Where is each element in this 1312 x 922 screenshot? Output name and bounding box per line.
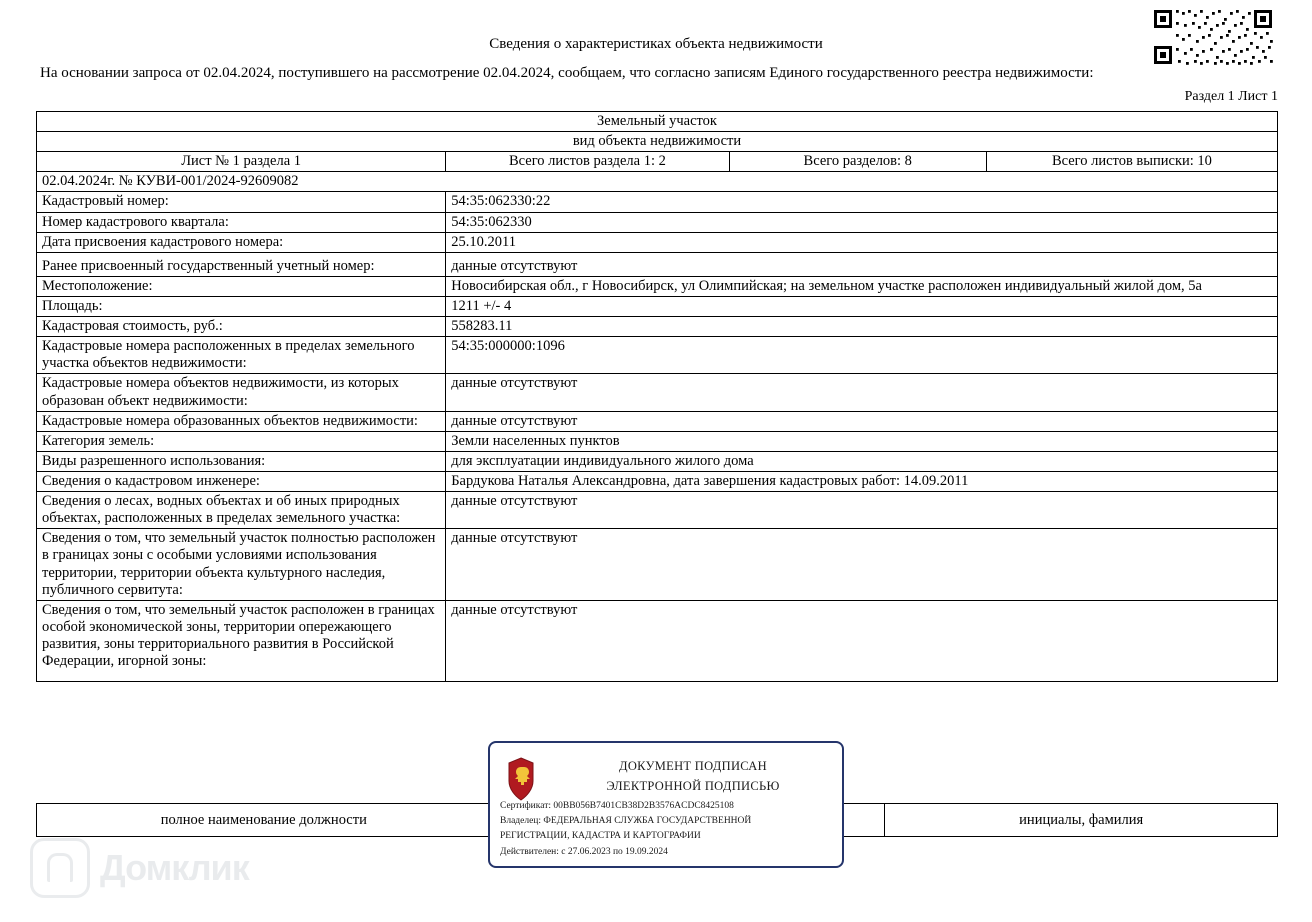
row-label: Сведения о лесах, водных объектах и об иных природных объектах, расположенных в пределах земельного участка: bbox=[37, 492, 446, 529]
row-value: данные отсутствуют bbox=[446, 529, 1278, 600]
row-label: Площадь: bbox=[37, 296, 446, 316]
table-row bbox=[37, 212, 1278, 232]
house-icon bbox=[30, 838, 90, 898]
row-label: Сведения о том, что земельный участок полностью расположен в границах зоны с особыми условиями использования территории, территории объекта культурного наследия, публичного сервитута: bbox=[37, 529, 446, 600]
row-label: Кадастровые номера расположенных в пределах земельного участка объектов недвижимости: bbox=[37, 337, 446, 374]
row-value: 1211 +/- 4 bbox=[446, 296, 1278, 316]
table-row bbox=[37, 337, 1278, 374]
document-number: 02.04.2024г. № КУВИ-001/2024-92609082 bbox=[37, 172, 1278, 192]
table-row bbox=[37, 296, 1278, 316]
table-row bbox=[37, 232, 1278, 252]
table-row bbox=[37, 471, 1278, 491]
row-value: Земли населенных пунктов bbox=[446, 431, 1278, 451]
row-label: Кадастровые номера объектов недвижимости, из которых образован объект недвижимости: bbox=[37, 374, 446, 411]
stamp-title-line-1: ДОКУМЕНТ ПОДПИСАН bbox=[619, 759, 767, 773]
object-type-value: Земельный участок bbox=[37, 112, 1278, 132]
watermark-logo bbox=[30, 838, 249, 898]
row-value: данные отсутствуют bbox=[446, 492, 1278, 529]
table-row bbox=[37, 451, 1278, 471]
row-value: данные отсутствуют bbox=[446, 600, 1278, 681]
row-value: Бардукова Наталья Александровна, дата завершения кадастровых работ: 14.09.2011 bbox=[446, 471, 1278, 491]
stamp-owner-line-2: РЕГИСТРАЦИИ, КАДАСТРА И КАРТОГРАФИИ bbox=[500, 831, 701, 841]
table-row bbox=[37, 317, 1278, 337]
row-label: Сведения о том, что земельный участок расположен в границах особой экономической зоны, территории опережающего развития, зоны территориального развития в Российской Федерации, игорной зоны: bbox=[37, 600, 446, 681]
total-sheets-extract: Всего листов выписки: 10 bbox=[986, 152, 1277, 172]
row-value: данные отсутствуют bbox=[446, 411, 1278, 431]
row-label: Виды разрешенного использования: bbox=[37, 451, 446, 471]
total-sections: Всего разделов: 8 bbox=[729, 152, 986, 172]
row-label: Сведения о кадастровом инженере: bbox=[37, 471, 446, 491]
total-sheets-section: Всего листов раздела 1: 2 bbox=[446, 152, 729, 172]
table-row bbox=[37, 600, 1278, 681]
table-row bbox=[37, 276, 1278, 296]
row-value: данные отсутствуют bbox=[446, 374, 1278, 411]
signature-name-caption: инициалы, фамилия bbox=[885, 804, 1278, 837]
coat-of-arms-icon bbox=[500, 755, 542, 803]
row-value: Новосибирская обл., г Новосибирск, ул Олимпийская; на земельном участке расположен индивидуальный жилой дом, 5а bbox=[446, 276, 1278, 296]
table-row-object-type-caption bbox=[37, 132, 1278, 152]
row-label: Кадастровый номер: bbox=[37, 192, 446, 212]
intro-paragraph: На основании запроса от 02.04.2024, поступившего на рассмотрение 02.04.2024, сообщаем, что согласно записям Единого государственного реестра недвижимости: bbox=[40, 65, 1094, 81]
row-value: для эксплуатации индивидуального жилого дома bbox=[446, 451, 1278, 471]
table-row bbox=[37, 374, 1278, 411]
object-type-caption: вид объекта недвижимости bbox=[37, 132, 1278, 152]
table-row bbox=[37, 252, 1278, 276]
row-label: Категория земель: bbox=[37, 431, 446, 451]
property-details-table bbox=[36, 111, 1278, 682]
table-row bbox=[37, 492, 1278, 529]
table-row bbox=[37, 411, 1278, 431]
row-label: Кадастровые номера образованных объектов недвижимости: bbox=[37, 411, 446, 431]
row-label: Дата присвоения кадастрового номера: bbox=[37, 232, 446, 252]
table-row-doc-number bbox=[37, 172, 1278, 192]
row-value: 558283.11 bbox=[446, 317, 1278, 337]
row-value: 25.10.2011 bbox=[446, 232, 1278, 252]
row-value: 54:35:062330:22 bbox=[446, 192, 1278, 212]
row-label: Кадастровая стоимость, руб.: bbox=[37, 317, 446, 337]
sheet-of-section: Лист № 1 раздела 1 bbox=[37, 152, 446, 172]
table-row-object-type bbox=[37, 112, 1278, 132]
table-row bbox=[37, 192, 1278, 212]
stamp-owner-line-1: Владелец: ФЕДЕРАЛЬНАЯ СЛУЖБА ГОСУДАРСТВЕННОЙ bbox=[500, 816, 752, 826]
stamp-title-line-2: ЭЛЕКТРОННОЙ ПОДПИСЬЮ bbox=[606, 779, 780, 793]
electronic-signature-stamp bbox=[488, 741, 844, 868]
signature-position-caption: полное наименование должности bbox=[37, 804, 492, 837]
row-value: 54:35:062330 bbox=[446, 212, 1278, 232]
table-row-sheet-counts bbox=[37, 152, 1278, 172]
stamp-certificate: Сертификат: 00BB056B7401CB38D2B3576ACDC8425108 bbox=[500, 801, 734, 811]
watermark-text: Домклик bbox=[100, 847, 249, 888]
table-row bbox=[37, 529, 1278, 600]
row-value: 54:35:000000:1096 bbox=[446, 337, 1278, 374]
row-label: Номер кадастрового квартала: bbox=[37, 212, 446, 232]
table-row bbox=[37, 431, 1278, 451]
page-title: Сведения о характеристиках объекта недвижимости bbox=[489, 36, 823, 52]
row-label: Ранее присвоенный государственный учетный номер: bbox=[37, 252, 446, 276]
row-label: Местоположение: bbox=[37, 276, 446, 296]
section-sheet-label: Раздел 1 Лист 1 bbox=[1184, 89, 1278, 104]
stamp-validity: Действителен: с 27.06.2023 по 19.09.2024 bbox=[500, 847, 668, 857]
row-value: данные отсутствуют bbox=[446, 252, 1278, 276]
